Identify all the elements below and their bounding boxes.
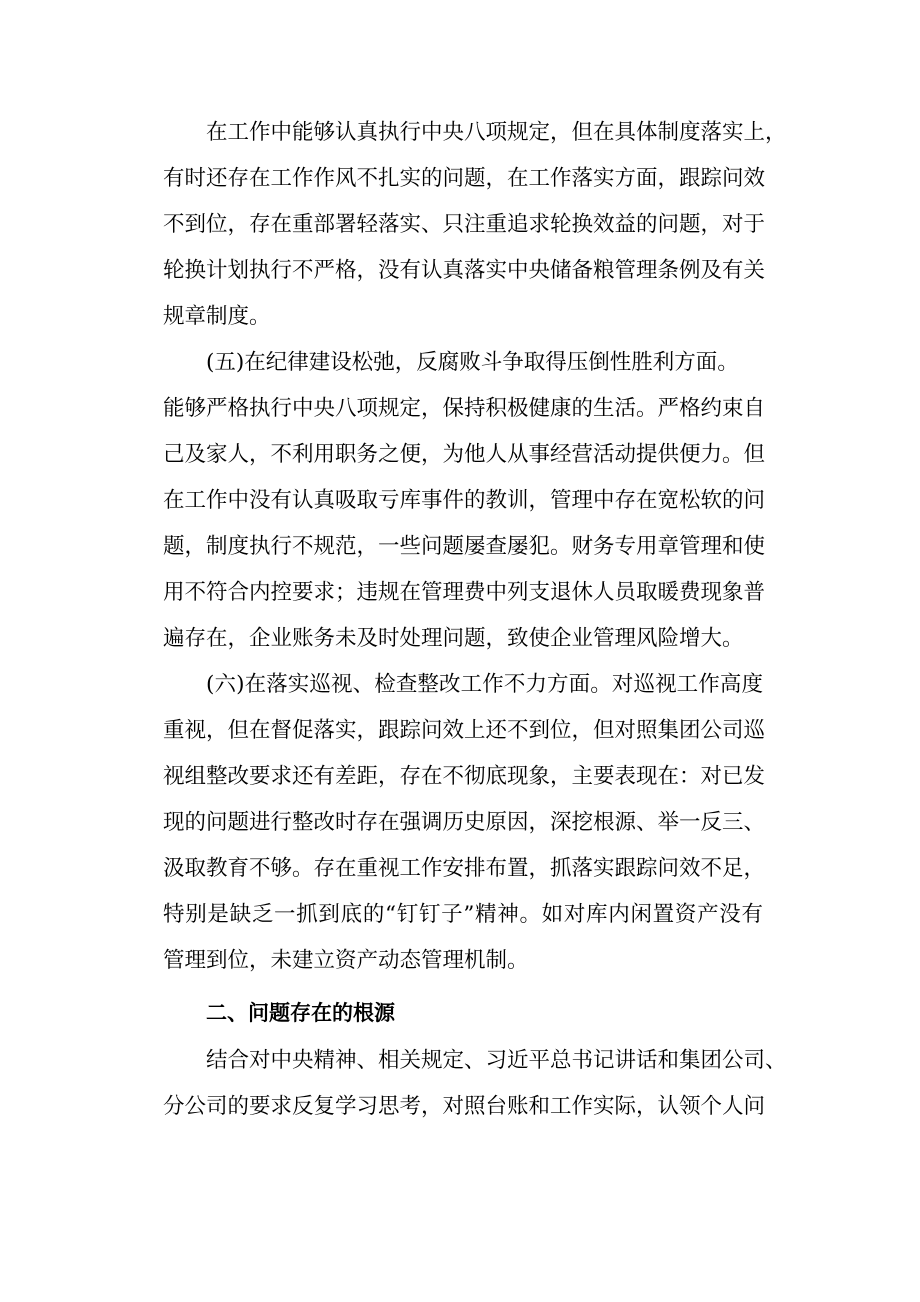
text-line: 管理到位，未建立资产动态管理机制。 (163, 948, 529, 973)
text-line: 分公司的要求反复学习思考，对照台账和工作实际，认领个人问 (163, 1094, 766, 1119)
text-line: 视组整改要求还有差距，存在不彻底现象，主要表现在：对已发 (163, 764, 766, 789)
text-line: 重视，但在督促落实，跟踪问效上还不到位，但对照集团公司巡 (163, 718, 766, 743)
text-line: (五)在纪律建设松弛，反腐败斗争取得压倒性胜利方面。 (206, 350, 739, 375)
text-line: 用不符合内控要求；违规在管理费中列支退休人员取暖费现象普 (163, 580, 766, 605)
text-line: 在工作中没有认真吸取亏库事件的教训，管理中存在宽松软的问 (163, 488, 766, 513)
text-line: 有时还存在工作作风不扎实的问题，在工作落实方面，跟踪问效 (163, 166, 766, 191)
text-line: 结合对中央精神、相关规定、习近平总书记讲话和集团公司、 (206, 1048, 787, 1073)
text-line: 现的问题进行整改时存在强调历史原因，深挖根源、举一反三、 (163, 810, 766, 835)
paragraph-root-causes (163, 1038, 787, 1130)
document-body (163, 110, 787, 1130)
paragraph-inspection (163, 662, 766, 984)
text-line: 轮换计划执行不严格，没有认真落实中央储备粮管理条例及有关 (163, 258, 766, 283)
section-heading: 二、问题存在的根源 (206, 1001, 395, 1025)
text-line: 特别是缺乏一抓到底的“钉钉子”精神。如对库内闲置资产没有 (163, 902, 763, 927)
text-line: 遍存在，企业账务未及时处理问题，致使企业管理风险增大。 (163, 626, 744, 651)
text-line: 在工作中能够认真执行中央八项规定，但在具体制度落实上， (206, 120, 787, 145)
paragraph-work-style (163, 110, 787, 340)
text-line: 能够严格执行中央八项规定，保持积极健康的生活。严格约束自 (163, 396, 766, 421)
text-line: (六)在落实巡视、检查整改工作不力方面。对巡视工作高度 (206, 672, 763, 697)
paragraph-discipline (163, 340, 766, 662)
text-line: 题，制度执行不规范，一些问题屡查屡犯。财务专用章管理和使 (163, 534, 766, 559)
text-line: 规章制度。 (163, 304, 271, 329)
text-line: 汲取教育不够。存在重视工作安排布置，抓落实跟踪问效不足， (163, 856, 766, 881)
text-line: 己及家人，不利用职务之便，为他人从事经营活动提供便力。但 (163, 442, 766, 467)
text-line: 不到位，存在重部署轻落实、只注重追求轮换效益的问题，对于 (163, 212, 766, 237)
